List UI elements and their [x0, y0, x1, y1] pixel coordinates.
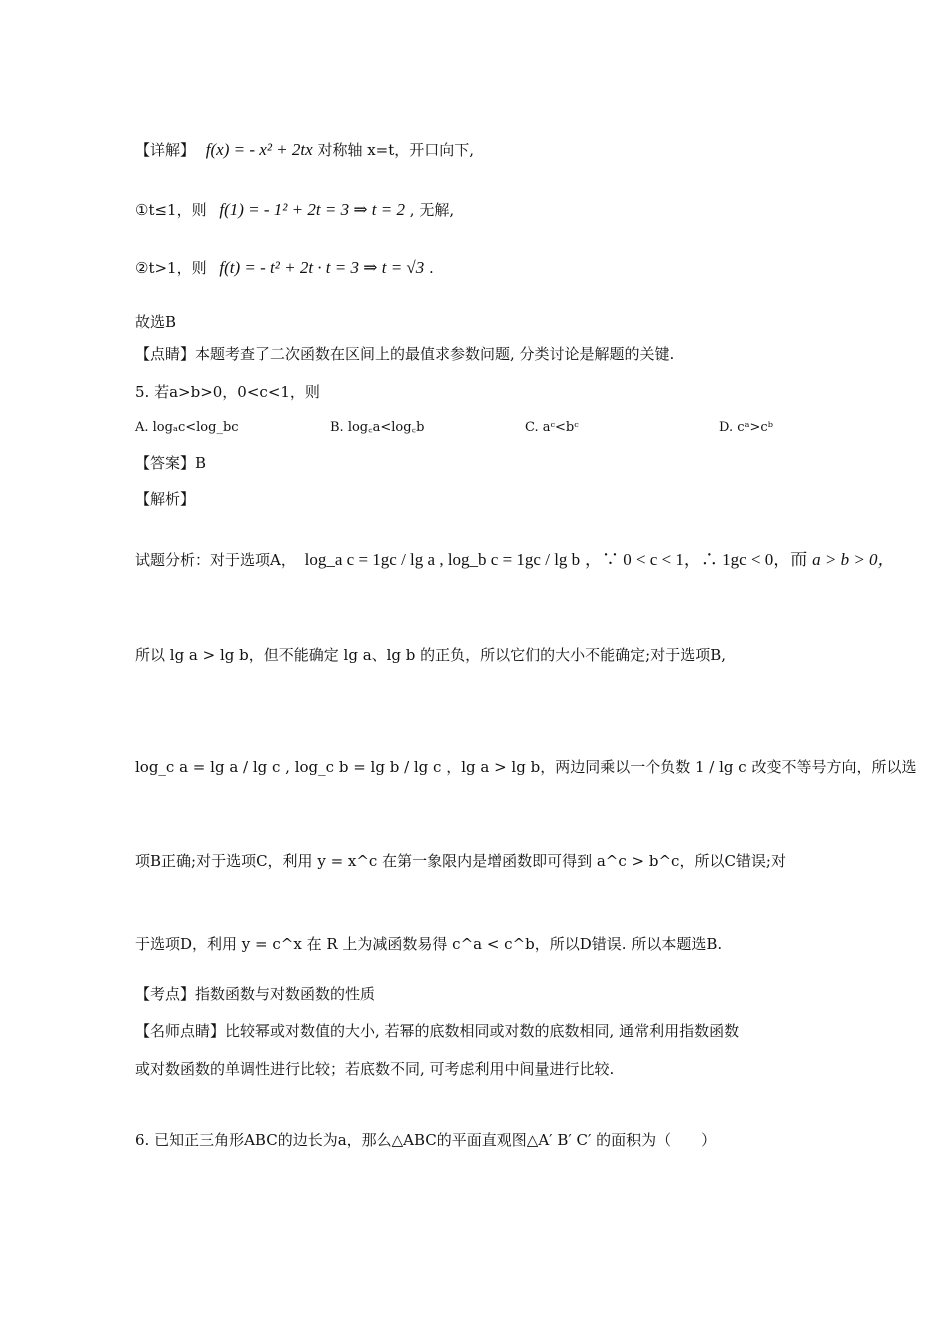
detail-label: 【详解】 [135, 141, 196, 159]
case2-line [135, 258, 434, 278]
p1-mid: ，∵ 0 < c < 1，∴ 1gc < 0，而 [584, 550, 808, 569]
analysis-p1 [135, 550, 895, 570]
q6-stem: 6. 已知正三角形ABC的边长为a，那么△ABC的平面直观图△A′ B′ C′ 的面积为（ ） [135, 1131, 717, 1149]
choose-line: 故选B [135, 313, 177, 331]
p1-end: a > b > 0， [812, 550, 895, 569]
analysis-p5: 于选项D，利用 y = c^x 在 R 上为减函数易得 c^a < c^b，所以D错误. 所以本题选B. [135, 935, 723, 953]
q5-stem: 5. 若a>b>0，0<c<1，则 [135, 383, 320, 401]
p1-formula: log_a c = 1gc / lg a , log_b c = 1gc / lg b [304, 550, 581, 569]
detail-formula: f(x) = - x² + 2tx [205, 140, 313, 159]
p1-prefix: 试题分析：对于选项A， [135, 551, 296, 569]
analysis-p3: log_c a = lg a / lg c , log_c b = lg b / lg c ，lg a > lg b，两边同乘以一个负数 1 / lg c 改变不等号方向，所以选 [135, 758, 917, 776]
detail-line [135, 140, 474, 160]
kaodian-line: 【考点】指数函数与对数函数的性质 [135, 985, 376, 1003]
case2-text: ②t>1，则 [135, 259, 207, 277]
analysis-p2: 所以 lg a > lg b，但不能确定 lg a、lg b 的正负，所以它们的大小不能确定;对于选项B, [135, 646, 727, 664]
case1-tail: , 无解, [409, 201, 455, 219]
case1-text: ①t≤1，则 [135, 201, 207, 219]
detail-text: 对称轴 x=t，开口向下, [317, 141, 475, 159]
case1-line [135, 200, 454, 220]
case1-formula: f(1) = - 1² + 2t = 3 ⇒ t = 2 [219, 200, 406, 219]
q5-option-a: A. logₐc<log_bc [135, 420, 239, 435]
analysis-p4: 项B正确;对于选项C，利用 y = x^c 在第一象限内是增函数即可得到 a^c > b^c，所以C错误;对 [135, 852, 786, 870]
case2-tail: . [429, 259, 434, 277]
q5-analysis-label: 【解析】 [135, 490, 196, 508]
mingshi-line-1: 【名师点睛】比较幂或对数值的大小, 若幂的底数相同或对数的底数相同, 通常利用指数函数 [135, 1022, 740, 1040]
q5-option-d: D. cᵃ>cᵇ [719, 420, 773, 435]
q5-option-b: B. log꜀a<log꜀b [330, 420, 425, 435]
mingshi-line-2: 或对数函数的单调性进行比较；若底数不同, 可考虑利用中间量进行比较. [135, 1060, 615, 1078]
q5-answer: 【答案】B [135, 454, 207, 472]
dianjing-line: 【点睛】本题考查了二次函数在区间上的最值求参数问题, 分类讨论是解题的关键. [135, 345, 675, 363]
q5-option-c: C. aᶜ<bᶜ [525, 420, 579, 435]
case2-formula: f(t) = - t² + 2t · t = 3 ⇒ t = √3 [219, 258, 425, 277]
